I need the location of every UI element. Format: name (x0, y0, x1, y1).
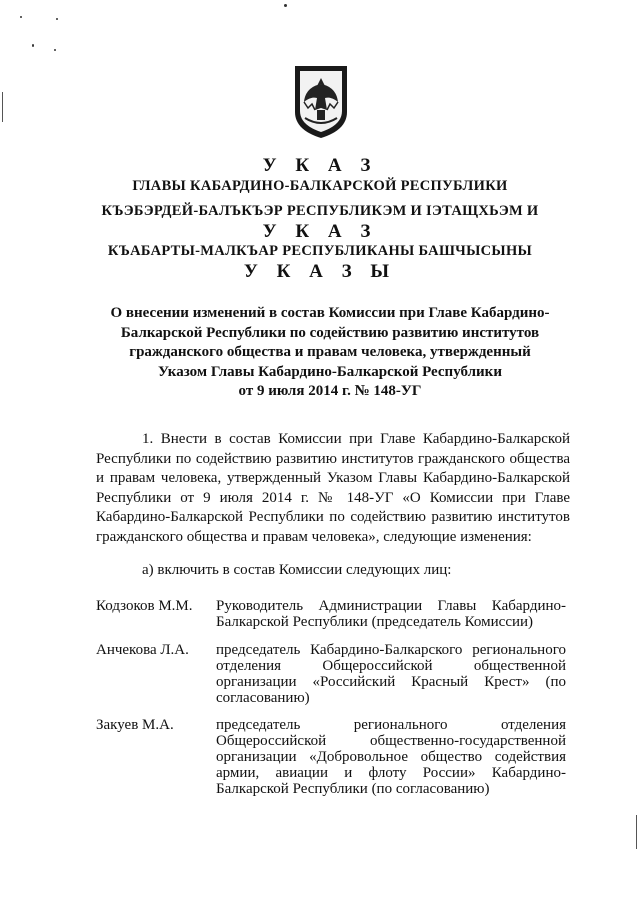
subpoint-a: а) включить в состав Комиссии следующих лиц: (142, 562, 452, 578)
subject-line: О внесении изменений в состав Комиссии при Главе Кабардино- (110, 305, 550, 321)
subject-line: от 9 июля 2014 г. № 148-УГ (238, 383, 422, 399)
member-name: Анчекова Л.А. (96, 642, 189, 658)
scan-speck (32, 44, 34, 47)
scan-edge-line (636, 815, 637, 849)
decree-title-bal: У К А З Ы (243, 261, 397, 282)
member-description: Руководитель Администрации Главы Кабардино-Балкарской Республики (председатель Комиссии) (216, 598, 566, 630)
member-description: председатель регионального отделения Общероссийской общественно-государственной организации «Добровольное общество содействия армии, авиации и флоту России» Кабардино-Балкарской Республики (по согласованию) (216, 717, 566, 797)
member-name: Закуев М.А. (96, 717, 174, 733)
head-title-bal: КЪАБАРТЫ-МАЛКЪАР РЕСПУБЛИКАНЫ БАШЧЫСЫНЫ (107, 243, 533, 259)
paragraph-1-text: 1. Внести в состав Комиссии при Главе Кабардино-Балкарской Республики по содействию развитию институтов гражданского общества и правам человека, утвержденный Указом Главы Кабардино-Балкарской Республики от 9 июля 2014 г. № 148-УГ «О Комиссии при Главе Кабардино-Балкарской Республики по содействию развитию институтов гражданского общества и правам человека», следующие изменения: (96, 431, 570, 545)
decree-title-kab: У К А З (262, 221, 378, 242)
head-title-kab: КЪЭБЭРДЕЙ-БАЛЪКЪЭР РЕСПУБЛИКЭМ И ІЭТАЩХЬЭМ И (101, 203, 539, 219)
scan-speck (54, 49, 56, 51)
scan-speck (20, 16, 22, 18)
scan-speck (56, 18, 58, 20)
scan-edge-line (2, 92, 3, 122)
scan-speck (284, 4, 287, 7)
decree-subject (100, 304, 560, 402)
coat-of-arms-icon (291, 64, 351, 140)
subject-line: Балкарской Республики по содействию развитию институтов (120, 324, 540, 341)
body-paragraph (96, 430, 570, 547)
head-title-ru: ГЛАВЫ КАБАРДИНО-БАЛКАРСКОЙ РЕСПУБЛИКИ (132, 178, 508, 194)
decree-title-ru: У К А З (262, 155, 378, 176)
member-name: Кодзоков М.М. (96, 598, 193, 614)
member-description: председатель Кабардино-Балкарского регионального отделения Общероссийской общественной организации «Российский Красный Крест» (по согласованию) (216, 642, 566, 706)
subject-line: Указом Главы Кабардино-Балкарской Республики (158, 363, 502, 380)
subject-line: гражданского общества и правам человека, утвержденный (129, 344, 531, 360)
